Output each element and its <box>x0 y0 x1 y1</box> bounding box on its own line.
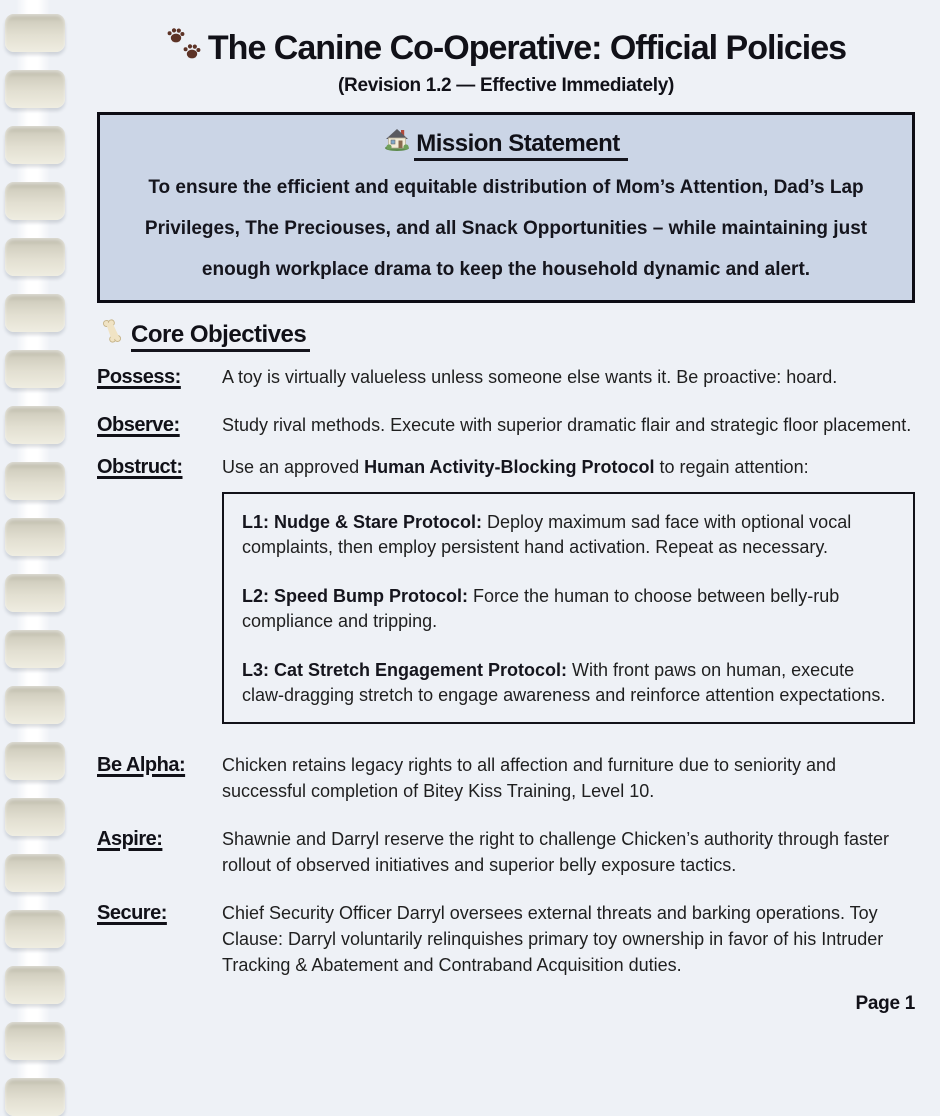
binding-ring <box>5 966 65 1004</box>
binding-ring <box>5 182 65 220</box>
objective-label-obstruct: Obstruct: <box>97 456 183 479</box>
document-page <box>97 0 915 1016</box>
protocol-l2: L2: Speed Bump Protocol: Force the human to choose between belly-rub compliance and tripping. <box>242 586 840 632</box>
objective-text-observe: Study rival methods. Execute with superior dramatic flair and strategic floor placement. <box>222 415 912 436</box>
mission-statement-box <box>97 112 915 304</box>
binding-ring <box>5 910 65 948</box>
objective-label-be-alpha: Be Alpha: <box>97 754 186 777</box>
binding-ring <box>5 574 65 612</box>
objective-row-observe <box>97 406 915 444</box>
spiral-binding <box>0 0 80 1110</box>
binding-ring <box>5 742 65 780</box>
paw-prints-icon <box>166 25 204 72</box>
core-objectives-heading <box>97 319 915 352</box>
binding-ring <box>5 70 65 108</box>
objective-row-possess <box>97 358 915 396</box>
binding-ring <box>5 518 65 556</box>
page-subtitle: (Revision 1.2 — Effective Immediately) <box>338 74 674 96</box>
page-number: Page 1 <box>855 993 915 1015</box>
binding-ring <box>5 630 65 668</box>
mission-line-2: Privileges, The Preciouses, and all Snack Opportunities – while maintaining just <box>144 218 868 240</box>
objective-text-aspire: Shawnie and Darryl reserve the right to challenge Chicken’s authority through faster rollout of observed initiatives and superior belly exposure tactics. <box>222 829 890 876</box>
objective-row-be-alpha <box>97 752 915 804</box>
binding-ring <box>5 854 65 892</box>
binding-ring <box>5 686 65 724</box>
binding-ring <box>5 14 65 52</box>
objective-text-obstruct: Use an approved Human Activity-Blocking Protocol to regain attention: <box>222 457 809 478</box>
mission-body <box>120 167 892 290</box>
page-title-text: The Canine Co-Operative: Official Policies <box>207 29 847 68</box>
mission-line-3: enough workplace drama to keep the household dynamic and alert. <box>201 259 811 281</box>
objective-text-possess: A toy is virtually valueless unless someone else wants it. Be proactive: hoard. <box>222 367 838 388</box>
binding-ring <box>5 350 65 388</box>
binding-ring <box>5 1078 65 1116</box>
objective-text-secure: Chief Security Officer Darryl oversees external threats and barking operations. Toy Clause: Darryl voluntarily relinquishes primary toy ownership in favor of his Intruder Tracking & Abatement and Contraband Acquisition duties. <box>222 903 884 976</box>
binding-ring <box>5 462 65 500</box>
protocol-l3-title: L3: Cat Stretch Engagement Protocol: <box>242 660 568 681</box>
binding-ring <box>5 238 65 276</box>
objective-label-aspire: Aspire: <box>97 828 163 851</box>
binding-ring <box>5 1022 65 1060</box>
protocol-l1: L1: Nudge & Stare Protocol: Deploy maximum sad face with optional vocal complaints, then employ persistent hand activation. Repeat as necessary. <box>242 512 852 558</box>
binding-ring <box>5 294 65 332</box>
objective-row-aspire <box>97 826 915 878</box>
objective-row-secure <box>97 900 915 978</box>
protocol-l2-title: L2: Speed Bump Protocol: <box>242 586 469 607</box>
objective-label-secure: Secure: <box>97 902 167 925</box>
objective-label-observe: Observe: <box>97 414 180 437</box>
objective-text-be-alpha: Chicken retains legacy rights to all affection and furniture due to seniority and successful completion of Bitey Kiss Training, Level 10. <box>222 755 837 802</box>
binding-ring <box>5 406 65 444</box>
house-with-garden-icon <box>384 127 410 161</box>
objective-row-obstruct <box>97 454 915 724</box>
bone-icon <box>97 319 127 352</box>
mission-line-1: To ensure the efficient and equitable distribution of Mom’s Attention, Dad’s Lap <box>148 177 864 199</box>
page-title <box>97 24 915 72</box>
protocol-l1-title: L1: Nudge & Stare Protocol: <box>242 512 483 533</box>
binding-ring <box>5 126 65 164</box>
binding-ring <box>5 798 65 836</box>
core-objectives-heading-text: Core Objectives <box>131 321 310 352</box>
mission-heading <box>120 127 892 162</box>
mission-heading-text: Mission Statement <box>414 130 628 161</box>
objective-label-possess: Possess: <box>97 366 181 389</box>
protocol-l3: L3: Cat Stretch Engagement Protocol: With front paws on human, execute claw-dragging stretch to engage awareness and reinforce attention expectations. <box>242 660 886 706</box>
obstruct-bold-phrase: Human Activity-Blocking Protocol <box>364 457 655 478</box>
protocol-box <box>222 492 915 724</box>
